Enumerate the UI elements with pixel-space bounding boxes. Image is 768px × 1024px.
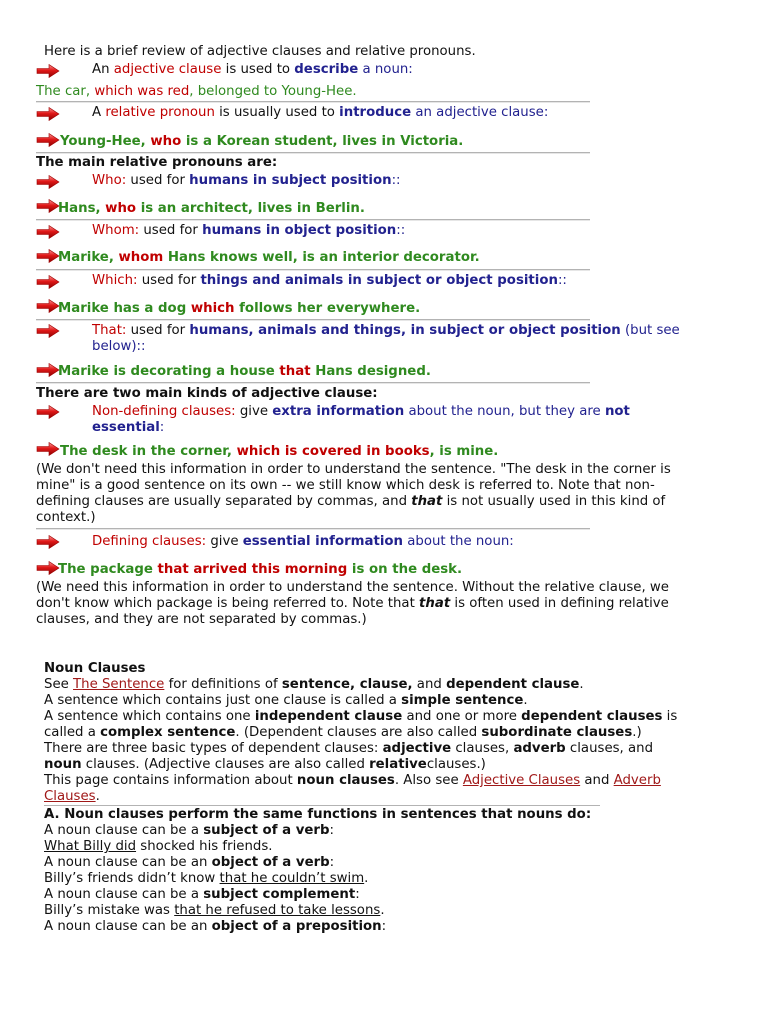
- example-marike-whom: Marike, whom Hans knows well, is an interior decorator.: [58, 250, 480, 265]
- noun-para-1: See The Sentence for definitions of sentence, clause, and dependent clause.: [44, 677, 584, 692]
- adjective-clauses-link[interactable]: Adjective Clauses: [462, 773, 581, 788]
- arrow-icon: [36, 133, 60, 147]
- example-billy-did: What Billy did shocked his friends.: [44, 839, 273, 854]
- non-defining-note: (We don't need this information in order to understand the sentence. "The desk in the corner is mine" is a good sentence on its own -- we still know which desk is referred to. Note that non-defining clauses are usually separated by commas, and that is not usually used in this kind of context.): [36, 462, 671, 525]
- adjective-clause-definition: An adjective clause is used to describe a noun:: [92, 62, 413, 77]
- example-hans: Hans, who is an architect, lives in Berlin.: [58, 201, 365, 216]
- arrow-icon: [36, 405, 60, 419]
- noun-clauses-title: Noun Clauses: [44, 661, 146, 676]
- noun-subject-of-verb: A noun clause can be a subject of a verb:: [44, 823, 334, 838]
- arrow-icon: [36, 363, 60, 377]
- main-pronouns-heading: The main relative pronouns are:: [36, 155, 278, 170]
- relative-pronoun-definition: A relative pronoun is usually used to introduce an adjective clause:: [92, 105, 549, 120]
- arrow-icon: [36, 299, 60, 313]
- divider: [36, 219, 590, 221]
- which-definition: Which: used for things and animals in subject or object position::: [92, 273, 567, 288]
- divider: [36, 382, 590, 384]
- example-billy-mistake: Billy’s mistake was that he refused to take lessons.: [44, 903, 385, 918]
- noun-subject-complement: A noun clause can be a subject complement:: [44, 887, 360, 902]
- arrow-icon: [36, 561, 60, 575]
- arrow-icon: [36, 199, 60, 213]
- divider: [36, 528, 590, 530]
- defining-definition: Defining clauses: give essential information about the noun:: [92, 534, 514, 549]
- divider: [36, 101, 590, 103]
- example-marike-that: Marike is decorating a house that Hans designed.: [58, 364, 431, 379]
- example-desk: The desk in the corner, which is covered in books, is mine.: [60, 444, 499, 459]
- example-package: The package that arrived this morning is on the desk.: [58, 562, 463, 577]
- arrow-icon: [36, 442, 60, 456]
- divider: [36, 269, 590, 271]
- noun-para-4: There are three basic types of dependent clauses: adjective clauses, adverb clauses, and noun clauses. (Adjective clauses are also called relativeclauses.): [44, 741, 654, 772]
- section-a-heading: A. Noun clauses perform the same functions in sentences that nouns do:: [44, 807, 592, 822]
- noun-object-of-preposition: A noun clause can be an object of a preposition:: [44, 919, 387, 934]
- non-defining-definition-cont: essential:: [92, 420, 165, 435]
- arrow-icon: [36, 535, 60, 549]
- kinds-heading: There are two main kinds of adjective clause:: [36, 386, 378, 401]
- divider: [36, 152, 590, 154]
- who-definition: Who: used for humans in subject position::: [92, 173, 401, 188]
- arrow-icon: [36, 107, 60, 121]
- that-definition-cont: below)::: [92, 339, 146, 354]
- divider: [44, 805, 600, 806]
- noun-para-3: A sentence which contains one independent clause and one or more dependent clauses is called a complex sentence. (Dependent clauses are also called subordinate clauses.): [44, 709, 678, 740]
- intro-text: Here is a brief review of adjective clauses and relative pronouns.: [44, 44, 476, 59]
- arrow-icon: [36, 175, 60, 189]
- defining-note: (We need this information in order to understand the sentence. Without the relative clause, we don't know which package is being referred to. Note that that is often used in defining relative clauses, and they are not separated by commas.): [36, 580, 669, 627]
- divider: [36, 319, 590, 321]
- example-car: The car, which was red, belonged to Young-Hee.: [36, 84, 357, 99]
- noun-para-2: A sentence which contains just one clause is called a simple sentence.: [44, 693, 528, 708]
- arrow-icon: [36, 225, 60, 239]
- example-marike-which: Marike has a dog which follows her everywhere.: [58, 301, 421, 316]
- that-definition: That: used for humans, animals and things, in subject or object position (but see: [92, 323, 680, 338]
- noun-object-of-verb: A noun clause can be an object of a verb:: [44, 855, 335, 870]
- non-defining-definition: Non-defining clauses: give extra information about the noun, but they are not: [92, 404, 630, 419]
- arrow-icon: [36, 249, 60, 263]
- noun-para-5: This page contains information about noun clauses. Also see Adjective Clauses and Adverb Clauses.: [44, 773, 661, 804]
- adverb-clauses-link[interactable]: Adverb Clauses: [44, 773, 661, 804]
- arrow-icon: [36, 324, 60, 338]
- arrow-icon: [36, 64, 60, 78]
- the-sentence-link[interactable]: The Sentence: [73, 677, 165, 692]
- example-young-hee: Young-Hee, who is a Korean student, lives in Victoria.: [60, 134, 464, 149]
- whom-definition: Whom: used for humans in object position::: [92, 223, 406, 238]
- arrow-icon: [36, 275, 60, 289]
- example-billy-swim: Billy’s friends didn’t know that he couldn’t swim.: [44, 871, 369, 886]
